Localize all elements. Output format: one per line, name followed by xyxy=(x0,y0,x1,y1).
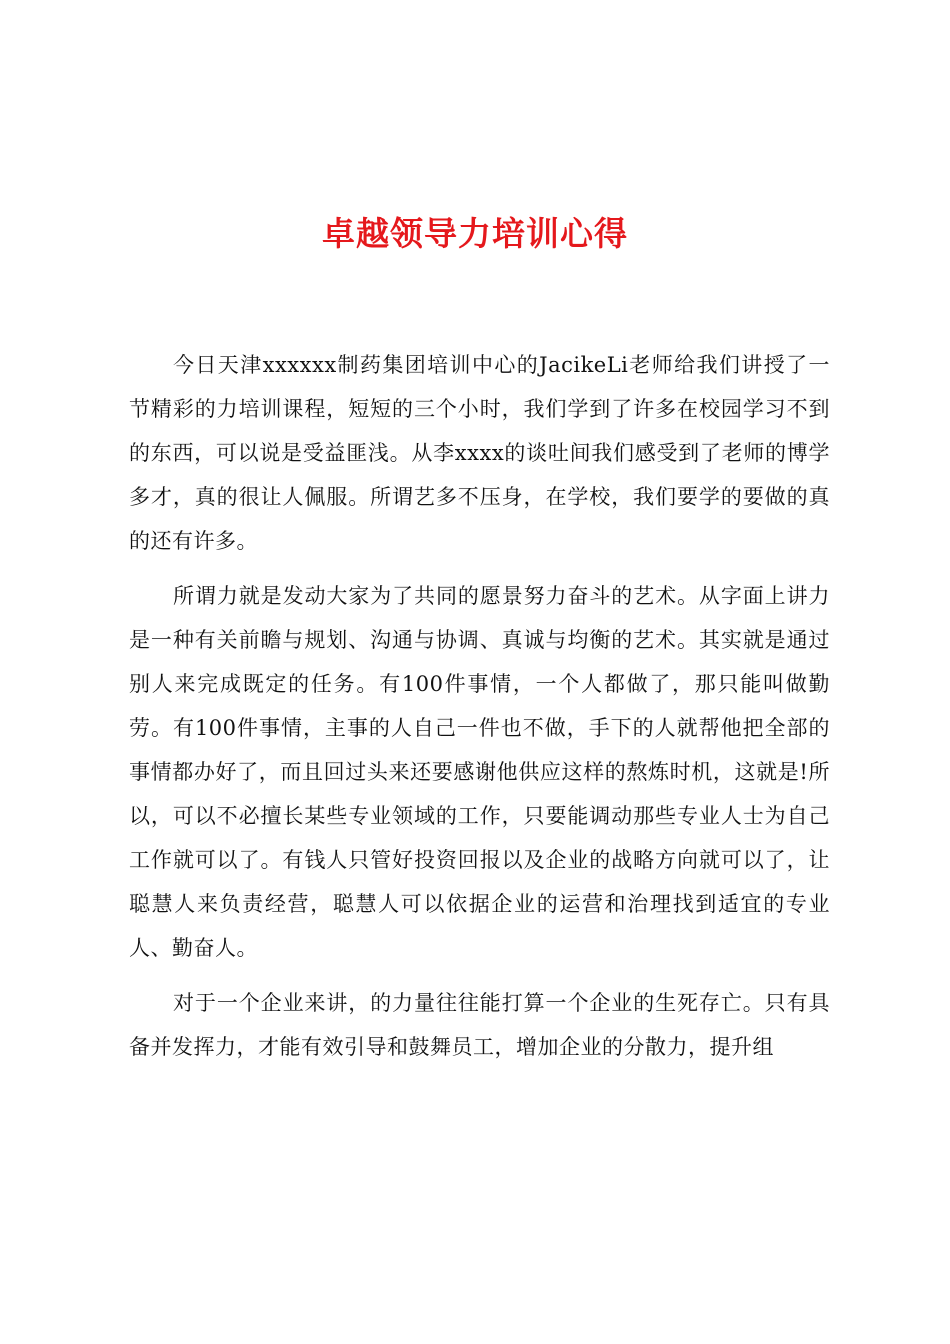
paragraph-3: 对于一个企业来讲，的力量往往能打算一个企业的生死存亡。只有具备并发挥力，才能有效引导和鼓舞员工，增加企业的分散力，提升组 xyxy=(129,991,830,1059)
document-body xyxy=(129,343,830,1069)
document-title: 卓越领导力培训心得 xyxy=(322,214,628,253)
paragraph-2: 所谓力就是发动大家为了共同的愿景努力奋斗的艺术。从字面上讲力是一种有关前瞻与规划、沟通与协调、真诚与均衡的艺术。其实就是通过别人来完成既定的任务。有100件事情，一个人都做了，那只能叫做勤劳。有100件事情，主事的人自己一件也不做，手下的人就帮他把全部的事情都办好了，而且回过头来还要感谢他供应这样的熬炼时机，这就是!所以，可以不必擅长某些专业领域的工作，只要能调动那些专业人士为自己工作就可以了。有钱人只管好投资回报以及企业的战略方向就可以了，让聪慧人来负责经营，聪慧人可以依据企业的运营和治理找到适宜的专业人、勤奋人。 xyxy=(129,584,830,960)
paragraph-1: 今日天津xxxxxx制药集团培训中心的JacikeLi老师给我们讲授了一节精彩的力培训课程，短短的三个小时，我们学到了许多在校园学习不到的东西，可以说是受益匪浅。从李xxxx的谈吐间我们感受到了老师的博学多才，真的很让人佩服。所谓艺多不压身，在学校，我们要学的要做的真的还有许多。 xyxy=(129,353,830,553)
